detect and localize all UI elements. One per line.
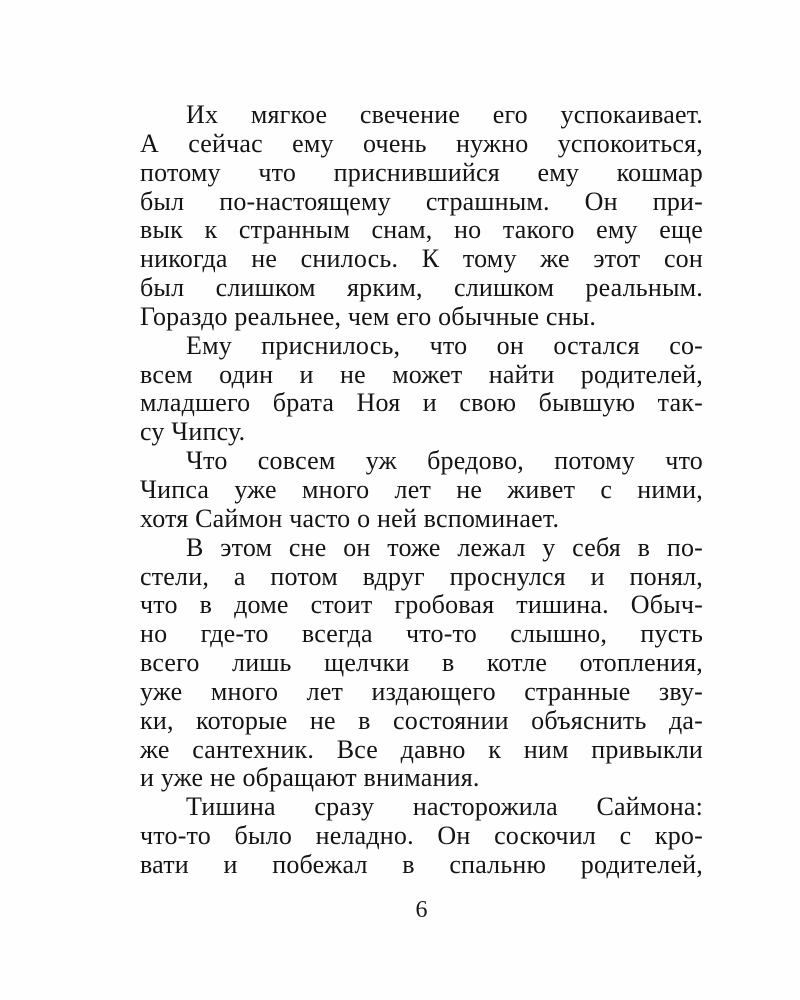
text-line: ки, которые не в состоянии объяснить да- [140,705,703,735]
text-line: А сейчас ему очень нужно успокоиться, [140,128,703,158]
text-line: всем один и не может найти родителей, [140,359,703,389]
text-block [140,101,703,880]
text-line: что в доме стоит гробовая тишина. Обыч- [140,590,703,620]
text-line: су Чипсу. [140,417,246,447]
text-line: Ему приснилось, что он остался со- [186,330,703,360]
text-line: В этом сне он тоже лежал у себя в по- [186,532,703,562]
text-line: вати и побежал в спальню родителей, [140,849,703,879]
text-line: младшего брата Ноя и свою бывшую так- [140,388,703,418]
text-line: был слишком ярким, слишком реальным. [140,273,703,303]
text-line: никогда не снилось. К тому же этот сон [140,244,703,274]
text-line: потому что приснившийся ему кошмар [140,157,703,187]
text-line: вык к странным снам, но такого ему еще [140,215,703,245]
text-line: уже много лет издающего странные зву- [140,676,703,706]
text-line: хотя Саймон часто о ней вспоминает. [140,503,560,533]
text-line: но где-то всегда что-то слышно, пусть [140,619,703,649]
text-line: Чипса уже много лет не живет с ними, [140,474,703,504]
text-line: Что совсем уж бредово, потому что [186,446,703,476]
text-line: и уже не обращают внимания. [140,763,480,793]
page-number: 6 [415,897,428,923]
text-line: Тишина сразу насторожила Саймона: [186,792,703,822]
text-line: же сантехник. Все давно к ним привыкли [140,734,703,764]
text-line: стели, а потом вдруг проснулся и понял, [140,561,703,591]
text-line: был по-настоящему страшным. Он при- [140,186,703,216]
text-line: Их мягкое свечение его успокаивает. [186,100,703,129]
text-line: всего лишь щелчки в котле отопления, [140,648,703,678]
text-line: что-то было неладно. Он соскочил с кро- [140,821,703,851]
text-line: Гораздо реальнее, чем его обычные сны. [140,301,597,331]
